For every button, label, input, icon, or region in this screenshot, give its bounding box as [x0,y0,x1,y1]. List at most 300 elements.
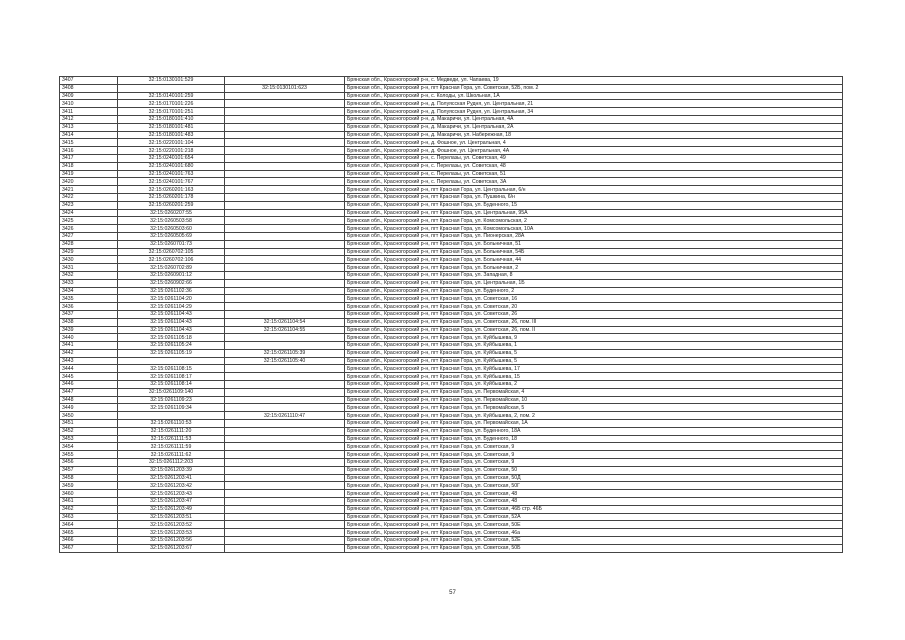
row-number: 3446 [60,381,118,389]
row-number: 3417 [60,154,118,162]
row-number: 3453 [60,435,118,443]
address-cell: Брянская обл., Красногорский р-н, пгт Красная Гора, ул. Советская, 50 [345,466,843,474]
row-number: 3430 [60,256,118,264]
cadastral-number: 32:15:0140101:259 [118,92,225,100]
table-row [60,186,843,194]
address-cell: Брянская обл., Красногорский р-н, пгт Красная Гора, ул. Куйбышева, 1 [345,342,843,350]
cadastral-number: 32:15:0180101:481 [118,123,225,131]
cadastral-number: 32:15:0261111:62 [118,451,225,459]
cadastral-number: 32:15:0261203:67 [118,544,225,552]
row-number: 3409 [60,92,118,100]
table-row [60,264,843,272]
address-cell: Брянская обл., Красногорский р-н, с. Перелазы, ул. Советская, 51 [345,170,843,178]
premises-cadastral-number [225,100,345,108]
premises-cadastral-number [225,420,345,428]
premises-cadastral-number: 32:15:0130101:623 [225,84,345,92]
row-number: 3463 [60,513,118,521]
table-row [60,139,843,147]
premises-cadastral-number [225,225,345,233]
cadastral-number: 32:15:0261112:203 [118,459,225,467]
table-row [60,459,843,467]
row-number: 3413 [60,123,118,131]
table-row [60,412,843,420]
address-cell: Брянская обл., Красногорский р-н, пгт Красная Гора, ул. Советская, 52Е [345,537,843,545]
address-cell: Брянская обл., Красногорский р-н, пгт Красная Гора, ул. Буденного, 18 [345,435,843,443]
table-row [60,248,843,256]
premises-cadastral-number: 32:15:0261105:39 [225,349,345,357]
address-cell: Брянская обл., Красногорский р-н, пгт Красная Гора, ул. Куйбышева, 5 [345,357,843,365]
address-cell: Брянская обл., Красногорский р-н, пгт Красная Гора, ул. Больничная, 51 [345,240,843,248]
address-cell: Брянская обл., Красногорский р-н, пгт Красная Гора, ул. Первомайская, 10 [345,396,843,404]
address-cell: Брянская обл., Красногорский р-н, пгт Красная Гора, ул. Больничная, 2 [345,264,843,272]
premises-cadastral-number [225,240,345,248]
premises-cadastral-number [225,287,345,295]
premises-cadastral-number: 32:15:0261104:54 [225,318,345,326]
property-table-body [60,77,843,553]
table-row [60,388,843,396]
cadastral-number: 32:15:0240101:654 [118,154,225,162]
row-number: 3418 [60,162,118,170]
cadastral-number: 32:15:0240101:680 [118,162,225,170]
premises-cadastral-number [225,295,345,303]
row-number: 3431 [60,264,118,272]
address-cell: Брянская обл., Красногорский р-н, с. Колоды, ул. Школьная, 1А [345,92,843,100]
table-row [60,131,843,139]
premises-cadastral-number: 32:15:0261104:55 [225,326,345,334]
premises-cadastral-number [225,139,345,147]
cadastral-number: 32:15:0261108:17 [118,373,225,381]
row-number: 3420 [60,178,118,186]
table-row [60,147,843,155]
cadastral-number: 32:15:0260503:60 [118,225,225,233]
address-cell: Брянская обл., Красногорский р-н, д. Полуясская Рудня, ул. Центральная, 34 [345,108,843,116]
cadastral-number: 32:15:0261110:53 [118,420,225,428]
cadastral-number: 32:15:0261203:53 [118,529,225,537]
premises-cadastral-number [225,427,345,435]
premises-cadastral-number [225,123,345,131]
address-cell: Брянская обл., Красногорский р-н, пгт Красная Гора, ул. Советская, 9 [345,451,843,459]
premises-cadastral-number [225,115,345,123]
premises-cadastral-number [225,381,345,389]
premises-cadastral-number [225,373,345,381]
table-row [60,92,843,100]
address-cell: Брянская обл., Красногорский р-н, пгт Красная Гора, ул. Куйбышева, 5 [345,349,843,357]
address-cell: Брянская обл., Красногорский р-н, пгт Красная Гора, ул. Советская, 46а [345,529,843,537]
table-row [60,505,843,513]
cadastral-number: 32:15:0261104:43 [118,310,225,318]
address-cell: Брянская обл., Красногорский р-н, пгт Красная Гора, ул. Больничная, 44 [345,256,843,264]
table-row [60,287,843,295]
premises-cadastral-number [225,209,345,217]
address-cell: Брянская обл., Красногорский р-н, пгт Красная Гора, ул. Советская, 50Г [345,482,843,490]
cadastral-number: 32:15:0261203:39 [118,466,225,474]
row-number: 3447 [60,388,118,396]
premises-cadastral-number [225,490,345,498]
row-number: 3467 [60,544,118,552]
row-number: 3407 [60,77,118,85]
address-cell: Брянская обл., Красногорский р-н, пгт Красная Гора, ул. Куйбышева, 17 [345,365,843,373]
row-number: 3421 [60,186,118,194]
address-cell: Брянская обл., Красногорский р-н, пгт Красная Гора, ул. Буденного, 18А [345,427,843,435]
row-number: 3460 [60,490,118,498]
table-row [60,209,843,217]
premises-cadastral-number [225,537,345,545]
table-row [60,326,843,334]
cadastral-number: 32:15:0220101:104 [118,139,225,147]
table-row [60,357,843,365]
premises-cadastral-number [225,256,345,264]
premises-cadastral-number [225,92,345,100]
address-cell: Брянская обл., Красногорский р-н, пгт Красная Гора, ул. Советская, 9 [345,459,843,467]
table-row [60,154,843,162]
address-cell: Брянская обл., Красногорский р-н, д. Макаричи, ул. Центральная, 2А [345,123,843,131]
address-cell: Брянская обл., Красногорский р-н, пгт Красная Гора, ул. Буденного, 2 [345,287,843,295]
address-cell: Брянская обл., Красногорский р-н, пгт Красная Гора, ул. Советская, 52Б, пом. 2 [345,84,843,92]
table-row [60,201,843,209]
premises-cadastral-number [225,303,345,311]
table-row [60,466,843,474]
table-row [60,474,843,482]
table-row [60,170,843,178]
cadastral-number: 32:15:0261111:59 [118,443,225,451]
cadastral-number: 32:15:0261109:34 [118,404,225,412]
premises-cadastral-number [225,451,345,459]
row-number: 3452 [60,427,118,435]
row-number: 3410 [60,100,118,108]
table-row [60,123,843,131]
table-row [60,178,843,186]
cadastral-number: 32:15:0261111:53 [118,435,225,443]
table-row [60,373,843,381]
table-row [60,232,843,240]
address-cell: Брянская обл., Красногорский р-н, пгт Красная Гора, ул. Советская, 50Д [345,474,843,482]
cadastral-number: 32:15:0180101:410 [118,115,225,123]
cadastral-number: 32:15:0261203:43 [118,490,225,498]
table-row [60,435,843,443]
premises-cadastral-number [225,396,345,404]
cadastral-number [118,357,225,365]
address-cell: Брянская обл., Красногорский р-н, пгт Красная Гора, ул. Советская, 52А [345,513,843,521]
table-row [60,310,843,318]
cadastral-number: 32:15:0260701:73 [118,240,225,248]
table-row [60,225,843,233]
address-cell: Брянская обл., Красногорский р-н, пгт Красная Гора, ул. Советская, 50Б [345,544,843,552]
cadastral-number: 32:15:0260201:163 [118,186,225,194]
table-row [60,451,843,459]
row-number: 3455 [60,451,118,459]
table-row [60,240,843,248]
table-row [60,396,843,404]
address-cell: Брянская обл., Красногорский р-н, пгт Красная Гора, ул. Куйбышева, 2 [345,381,843,389]
row-number: 3450 [60,412,118,420]
cadastral-number: 32:15:0240101:767 [118,178,225,186]
address-cell: Брянская обл., Красногорский р-н, пгт Красная Гора, ул. Больничная, 54Б [345,248,843,256]
premises-cadastral-number [225,178,345,186]
address-cell: Брянская обл., Красногорский р-н, пгт Красная Гора, ул. Первомайская, 5 [345,404,843,412]
cadastral-number: 32:15:0260201:259 [118,201,225,209]
row-number: 3434 [60,287,118,295]
cadastral-number: 32:15:0260702:106 [118,256,225,264]
address-cell: Брянская обл., Красногорский р-н, пгт Красная Гора, ул. Советская, 50Е [345,521,843,529]
address-cell: Брянская обл., Красногорский р-н, пгт Красная Гора, ул. Западная, 8 [345,271,843,279]
table-row [60,537,843,545]
table-row [60,108,843,116]
premises-cadastral-number: 32:15:0261110:47 [225,412,345,420]
cadastral-number: 32:15:0261108:14 [118,381,225,389]
cadastral-number: 32:15:0261203:56 [118,537,225,545]
premises-cadastral-number [225,513,345,521]
table-row [60,84,843,92]
cadastral-number: 32:15:0261108:15 [118,365,225,373]
table-row [60,100,843,108]
address-cell: Брянская обл., Красногорский р-н, д. Макаричи, ул. Центральная, 4А [345,115,843,123]
row-number: 3466 [60,537,118,545]
row-number: 3464 [60,521,118,529]
table-row [60,115,843,123]
address-cell: Брянская обл., Красногорский р-н, пгт Красная Гора, ул. Советская, 9 [345,443,843,451]
cadastral-number: 32:15:0261105:18 [118,334,225,342]
row-number: 3443 [60,357,118,365]
cadastral-number: 32:15:0261105:24 [118,342,225,350]
table-row [60,404,843,412]
table-row [60,513,843,521]
premises-cadastral-number [225,162,345,170]
table-row [60,521,843,529]
table-row [60,271,843,279]
address-cell: Брянская обл., Красногорский р-н, д. Фошное, ул. Центральная, 4А [345,147,843,155]
row-number: 3444 [60,365,118,373]
address-cell: Брянская обл., Красногорский р-н, пгт Красная Гора, ул. Пушкина, 6/н [345,193,843,201]
table-row [60,381,843,389]
table-row [60,318,843,326]
table-row [60,349,843,357]
address-cell: Брянская обл., Красногорский р-н, пгт Красная Гора, ул. Комсомольская, 2 [345,217,843,225]
premises-cadastral-number [225,154,345,162]
row-number: 3415 [60,139,118,147]
cadastral-number: 32:15:0261203:47 [118,498,225,506]
address-cell: Брянская обл., Красногорский р-н, пгт Красная Гора, ул. Куйбышева, 15 [345,373,843,381]
premises-cadastral-number [225,271,345,279]
premises-cadastral-number [225,498,345,506]
cadastral-number: 32:15:0261203:42 [118,482,225,490]
table-row [60,490,843,498]
cadastral-number: 32:15:0261111:20 [118,427,225,435]
cadastral-number: 32:15:0260702:89 [118,264,225,272]
address-cell: Брянская обл., Красногорский р-н, пгт Красная Гора, ул. Советская, 48 [345,498,843,506]
row-number: 3448 [60,396,118,404]
address-cell: Брянская обл., Красногорский р-н, пгт Красная Гора, ул. Советская, 26 [345,310,843,318]
property-table [59,76,843,553]
cadastral-number: 32:15:0180101:483 [118,131,225,139]
table-row [60,342,843,350]
table-row [60,334,843,342]
cadastral-number: 32:15:0261104:20 [118,295,225,303]
row-number: 3451 [60,420,118,428]
cadastral-number: 32:15:0261203:49 [118,505,225,513]
table-row [60,295,843,303]
row-number: 3424 [60,209,118,217]
address-cell: Брянская обл., Красногорский р-н, пгт Красная Гора, ул. Советская, 20 [345,303,843,311]
address-cell: Брянская обл., Красногорский р-н, пгт Красная Гора, ул. Советская, 26, пом. II [345,326,843,334]
address-cell: Брянская обл., Красногорский р-н, с. Перелазы, ул. Советская, 3А [345,178,843,186]
row-number: 3435 [60,295,118,303]
row-number: 3442 [60,349,118,357]
row-number: 3462 [60,505,118,513]
cadastral-number: 32:15:0260503:58 [118,217,225,225]
table-row [60,162,843,170]
page-number: 57 [449,590,456,596]
row-number: 3457 [60,466,118,474]
row-number: 3445 [60,373,118,381]
premises-cadastral-number [225,279,345,287]
table-row [60,529,843,537]
table-row [60,498,843,506]
table-row [60,443,843,451]
table-row [60,256,843,264]
cadastral-number: 32:15:0261203:51 [118,513,225,521]
address-cell: Брянская обл., Красногорский р-н, пгт Красная Гора, ул. Первомайская, 4 [345,388,843,396]
row-number: 3426 [60,225,118,233]
address-cell: Брянская обл., Красногорский р-н, д. Макаричи, ул. Набережная, 18 [345,131,843,139]
row-number: 3461 [60,498,118,506]
row-number: 3428 [60,240,118,248]
address-cell: Брянская обл., Красногорский р-н, пгт Красная Гора, ул. Центральная, 1Б [345,279,843,287]
premises-cadastral-number [225,248,345,256]
cadastral-number: 32:15:0260201:178 [118,193,225,201]
row-number: 3454 [60,443,118,451]
row-number: 3440 [60,334,118,342]
premises-cadastral-number [225,342,345,350]
address-cell: Брянская обл., Красногорский р-н, пгт Красная Гора, ул. Комсомольская, 10А [345,225,843,233]
cadastral-number: 32:15:0261203:52 [118,521,225,529]
row-number: 3411 [60,108,118,116]
table-row [60,482,843,490]
address-cell: Брянская обл., Красногорский р-н, пгт Красная Гора, ул. Центральная, 95А [345,209,843,217]
row-number: 3423 [60,201,118,209]
premises-cadastral-number [225,77,345,85]
premises-cadastral-number [225,521,345,529]
premises-cadastral-number [225,186,345,194]
premises-cadastral-number [225,310,345,318]
row-number: 3436 [60,303,118,311]
premises-cadastral-number [225,334,345,342]
premises-cadastral-number [225,505,345,513]
cadastral-number: 32:15:0260901:12 [118,271,225,279]
premises-cadastral-number [225,474,345,482]
cadastral-number: 32:15:0170101:226 [118,100,225,108]
premises-cadastral-number [225,264,345,272]
premises-cadastral-number [225,459,345,467]
cadastral-number [118,84,225,92]
premises-cadastral-number [225,170,345,178]
address-cell: Брянская обл., Красногорский р-н, пгт Красная Гора, ул. Советская, 16 [345,295,843,303]
cadastral-number: 32:15:0240101:763 [118,170,225,178]
premises-cadastral-number [225,365,345,373]
row-number: 3465 [60,529,118,537]
cadastral-number: 32:15:0261102:36 [118,287,225,295]
address-cell: Брянская обл., Красногорский р-н, пгт Красная Гора, ул. Советская, 48 [345,490,843,498]
table-row [60,544,843,552]
premises-cadastral-number [225,544,345,552]
cadastral-number: 32:15:0261109:140 [118,388,225,396]
address-cell: Брянская обл., Красногорский р-н, д. Фошное, ул. Центральная, 4 [345,139,843,147]
table-row [60,193,843,201]
table-row [60,365,843,373]
cadastral-number [118,412,225,420]
cadastral-number: 32:15:0170101:251 [118,108,225,116]
address-cell: Брянская обл., Красногорский р-н, пгт Красная Гора, ул. Куйбышева, 2, пом. 2 [345,412,843,420]
table-row [60,420,843,428]
address-cell: Брянская обл., Красногорский р-н, пгт Красная Гора, ул. Куйбышева, 9 [345,334,843,342]
cadastral-number: 32:15:0261104:29 [118,303,225,311]
row-number: 3429 [60,248,118,256]
premises-cadastral-number [225,388,345,396]
premises-cadastral-number [225,529,345,537]
address-cell: Брянская обл., Красногорский р-н, пгт Красная Гора, ул. Первомайская, 1А [345,420,843,428]
address-cell: Брянская обл., Красногорский р-н, пгт Красная Гора, ул. Пионерская, 28А [345,232,843,240]
premises-cadastral-number [225,131,345,139]
row-number: 3414 [60,131,118,139]
cadastral-number: 32:15:0261105:19 [118,349,225,357]
address-cell: Брянская обл., Красногорский р-н, пгт Красная Гора, ул. Советская, 46Б стр. 46Б [345,505,843,513]
row-number: 3438 [60,318,118,326]
table-row [60,77,843,85]
cadastral-number: 32:15:0260505:69 [118,232,225,240]
row-number: 3416 [60,147,118,155]
premises-cadastral-number [225,435,345,443]
row-number: 3458 [60,474,118,482]
row-number: 3441 [60,342,118,350]
address-cell: Брянская обл., Красногорский р-н, д. Полуясская Рудня, ул. Центральная, 21 [345,100,843,108]
table-row [60,303,843,311]
row-number: 3425 [60,217,118,225]
row-number: 3432 [60,271,118,279]
row-number: 3408 [60,84,118,92]
premises-cadastral-number [225,404,345,412]
row-number: 3439 [60,326,118,334]
cadastral-number: 32:15:0260702:105 [118,248,225,256]
premises-cadastral-number [225,443,345,451]
table-row [60,279,843,287]
premises-cadastral-number [225,147,345,155]
cadastral-number: 32:15:0260207:55 [118,209,225,217]
table-row [60,427,843,435]
premises-cadastral-number [225,482,345,490]
row-number: 3456 [60,459,118,467]
cadastral-number: 32:15:0261104:43 [118,326,225,334]
row-number: 3459 [60,482,118,490]
premises-cadastral-number [225,201,345,209]
address-cell: Брянская обл., Красногорский р-н, пгт Красная Гора, ул. Советская, 26, пом. III [345,318,843,326]
row-number: 3427 [60,232,118,240]
premises-cadastral-number [225,232,345,240]
row-number: 3449 [60,404,118,412]
table-row [60,217,843,225]
premises-cadastral-number [225,193,345,201]
cadastral-number: 32:15:0260902:66 [118,279,225,287]
row-number: 3412 [60,115,118,123]
cadastral-number: 32:15:0261109:23 [118,396,225,404]
cadastral-number: 32:15:0220101:218 [118,147,225,155]
premises-cadastral-number: 32:15:0261105:40 [225,357,345,365]
premises-cadastral-number [225,108,345,116]
address-cell: Брянская обл., Красногорский р-н, с. Перелазы, ул. Советская, 48 [345,162,843,170]
cadastral-number: 32:15:0261104:43 [118,318,225,326]
row-number: 3433 [60,279,118,287]
address-cell: Брянская обл., Красногорский р-н, пгт Красная Гора, ул. Буденного, 15 [345,201,843,209]
row-number: 3437 [60,310,118,318]
cadastral-number: 32:15:0261203:41 [118,474,225,482]
